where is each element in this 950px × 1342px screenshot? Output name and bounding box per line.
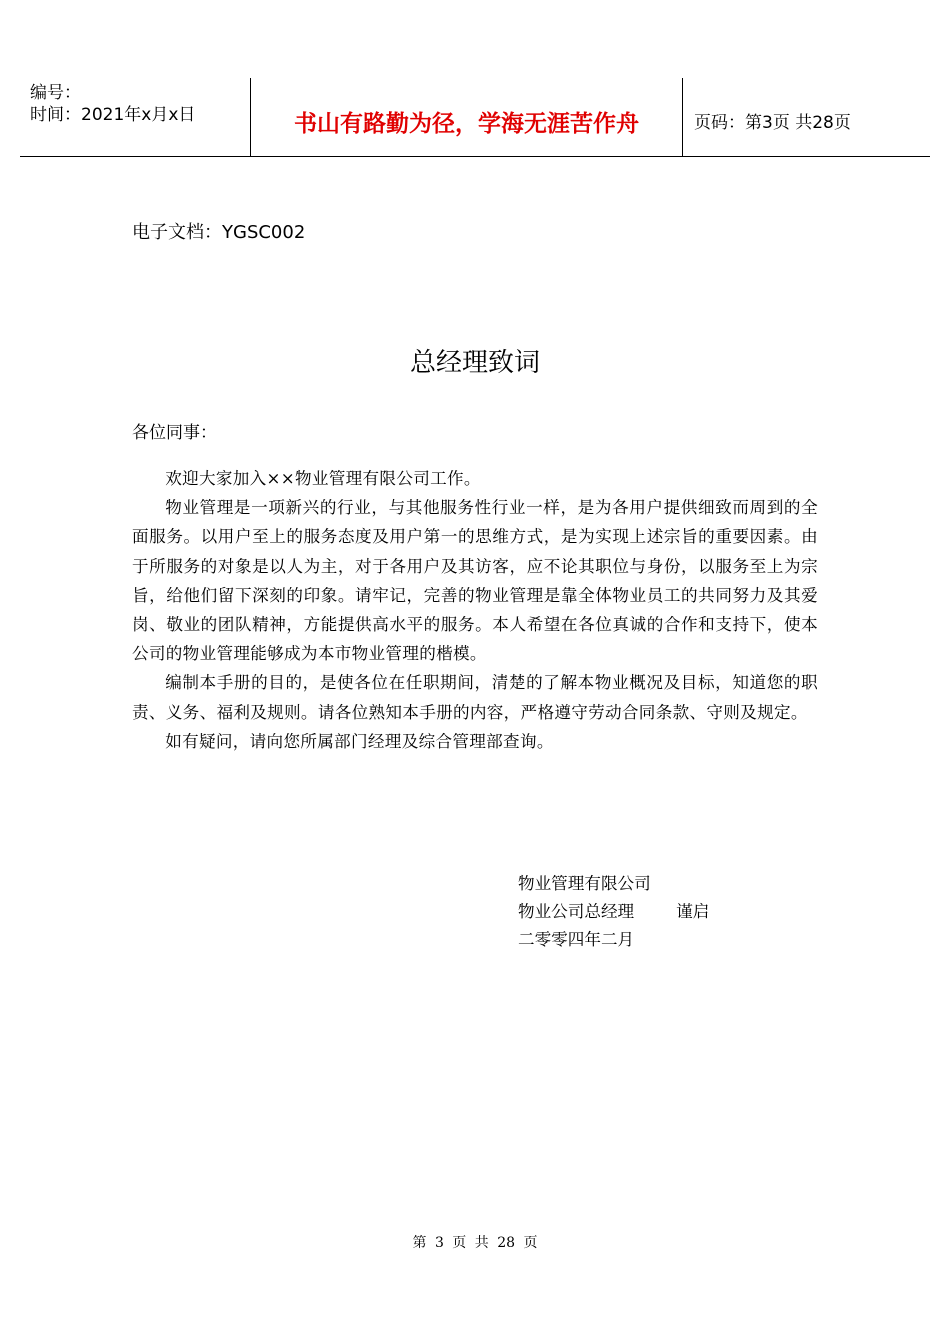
signature-closing: 谨启 [676, 902, 710, 921]
header-time: 时间：2021年x月x日 [30, 105, 196, 125]
signature-title: 物业公司总经理 [518, 902, 635, 921]
greeting: 各位同事： [132, 423, 217, 443]
header-divider [682, 78, 683, 156]
letter-body [132, 464, 818, 756]
signature-line [518, 898, 709, 926]
paragraph: 编制本手册的目的，是使各位在任职期间，清楚的了解本物业概况及目标，知道您的职责、义务、福利及规则。请各位熟知本手册的内容，严格遵守劳动合同条款、守则及规定。 [132, 673, 818, 722]
signature-company: 物业管理有限公司 [518, 874, 651, 893]
header-motto: 书山有路勤为径，学海无涯苦作舟 [294, 110, 639, 137]
page-footer: 第 3 页 共 28 页 [412, 1235, 538, 1251]
page-header [20, 78, 930, 157]
signature-date: 二零零四年二月 [518, 930, 635, 949]
paragraph: 物业管理是一项新兴的行业，与其他服务性行业一样，是为各用户提供细致而周到的全面服务。以用户至上的服务态度及用户第一的思维方式，是为实现上述宗旨的重要因素。由于所服务的对象是以人为主，对于各用户及其访客，应不论其职位与身份，以服务至上为宗旨，给他们留下深刻的印象。请牢记，完善的物业管理是靠全体物业员工的共同努力及其爱岗、敬业的团队精神，方能提供高水平的服务。本人希望在各位真诚的合作和支持下，使本公司的物业管理能够成为本市物业管理的楷模。 [132, 498, 818, 664]
paragraph: 欢迎大家加入××物业管理有限公司工作。 [165, 469, 481, 488]
header-meta [30, 82, 195, 126]
header-page-info: 页码：第3页 共28页 [694, 113, 851, 133]
header-number: 编号： [30, 83, 81, 103]
page-title: 总经理致词 [409, 348, 540, 378]
document-id: 电子文档：YGSC002 [132, 222, 306, 243]
paragraph: 如有疑问，请向您所属部门经理及综合管理部查询。 [165, 731, 554, 751]
signature-block [518, 870, 709, 954]
